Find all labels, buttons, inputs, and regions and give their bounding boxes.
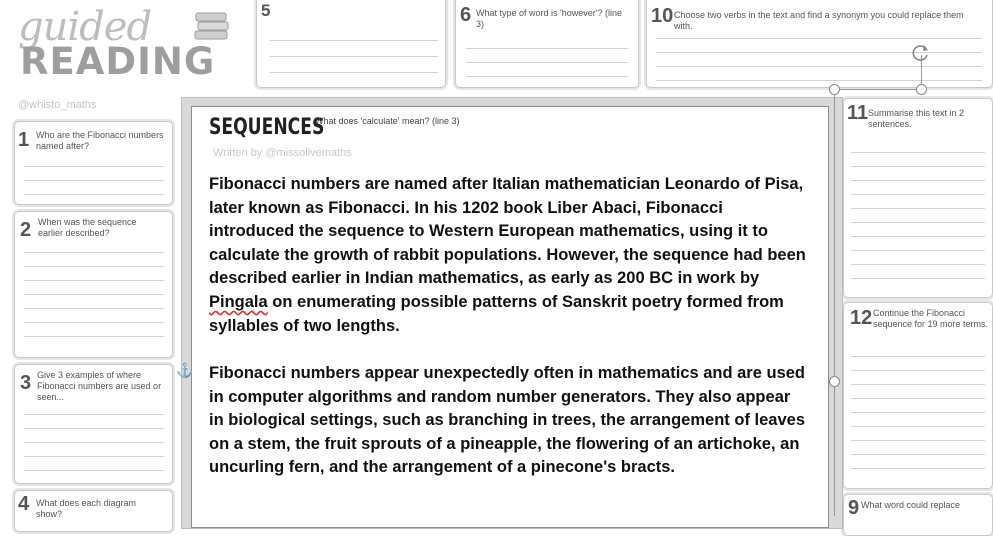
books-icon	[193, 9, 231, 43]
question-text-3: Give 3 examples of where Fibonacci numbers are used or seen...	[37, 370, 162, 402]
question-text-9: What word could replace	[861, 500, 961, 510]
rotate-handle-icon[interactable]	[911, 43, 931, 63]
selection-left-edge-lower	[834, 386, 835, 516]
resize-handle-top[interactable]	[916, 84, 927, 95]
paragraph-2[interactable]	[209, 362, 809, 480]
logo-script-text: guided	[18, 4, 152, 50]
logo-reading-text: READING	[20, 40, 216, 83]
question-number-10: 10	[651, 5, 674, 27]
question-number-1: 1	[18, 129, 30, 151]
question-text-6: What type of word is 'however'? (line 3)	[476, 8, 622, 29]
page-title: SEQUENCES	[209, 115, 325, 140]
question-number-12: 12	[850, 307, 873, 329]
selection-top-edge	[834, 89, 921, 90]
question-text-12: Continue the Fibonacci sequence for 19 more terms.	[873, 308, 989, 329]
author-handle: @whisto_maths	[18, 99, 97, 111]
selection-left-edge	[834, 94, 835, 376]
anchor-icon[interactable]: ⚓	[176, 362, 194, 378]
question-box-5[interactable]	[256, 0, 446, 88]
paragraph-1-text-a: Fibonacci numbers are named after Italian mathematician Leonardo of Pisa, later known as Fibonacci. In his 1202 book Liber Abaci, Fibonacci introduced the sequence to Western European mathematics, using it to calculate the growth of rabbit populations. However, the sequence had been described earlier in Indian mathematics, as early as 200 BC in work by	[209, 175, 806, 288]
paragraph-2-text: Fibonacci numbers appear unexpectedly often in mathematics and are used in computer algorithms and random number generators. They also appear in biological settings, such as branching in trees, the arrangement of leaves on a stem, the fruit sprouts of a pineapple, the flowering of an artichoke, an uncurling fern, and the arrangement of a pinecone's bracts.	[209, 364, 805, 477]
question-number-2: 2	[20, 219, 32, 241]
main-question: What does 'calculate' mean? (line 3)	[315, 116, 460, 126]
paragraph-1[interactable]	[209, 173, 809, 338]
question-number-3: 3	[20, 372, 32, 394]
question-text-10: Choose two verbs in the text and find a synonym you could replace them with.	[674, 10, 964, 31]
paragraph-1-text-b: on enumerating possible patterns of Sanskrit poetry formed from syllables of two lengths.	[209, 292, 784, 335]
question-number-9: 9	[848, 497, 860, 519]
question-text-2: When was the sequence earlier described?	[38, 217, 137, 238]
question-box-12[interactable]	[843, 302, 993, 489]
question-text-1: Who are the Fibonacci numbers named after?	[36, 130, 164, 151]
question-number-6: 6	[460, 4, 472, 26]
question-number-5: 5	[261, 1, 271, 20]
author-line: Written by @missolivemaths	[213, 147, 352, 159]
spellcheck-flagged-word[interactable]: Pingala	[209, 292, 268, 311]
question-text-4: What does each diagram show?	[36, 498, 137, 519]
question-text-11: Summarise this text in 2 sentences.	[868, 108, 965, 129]
question-number-4: 4	[18, 493, 30, 515]
question-number-11: 11	[847, 102, 869, 124]
